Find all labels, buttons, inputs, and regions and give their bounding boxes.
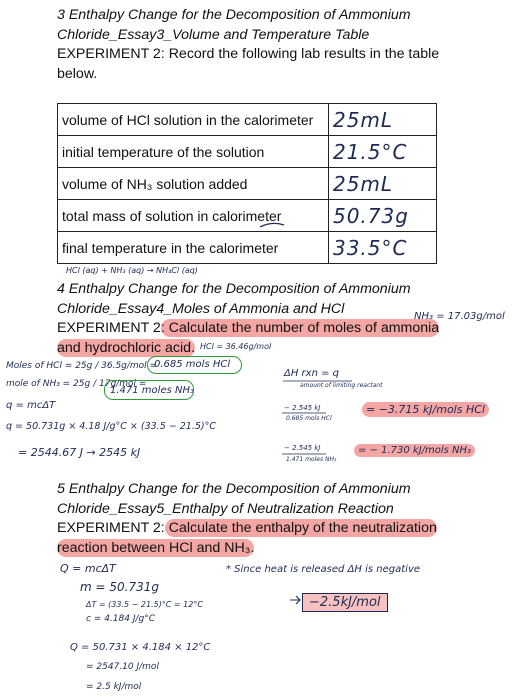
section4-title-b: Chloride_Essay4_Moles of Ammonia and HCl	[57, 300, 345, 317]
answer-arrow	[290, 596, 300, 604]
table-row	[58, 168, 437, 200]
table-cell-label: total mass of solution in calorimeter	[58, 200, 329, 232]
table-cell-value: 25mL	[328, 168, 436, 200]
q-calculation-2: Q = 50.731 × 4.184 × 12°C	[70, 642, 211, 653]
table-cell-value: 21.5°C	[328, 136, 436, 168]
moles-nh3-circle	[104, 380, 194, 400]
section3-title-b: Chloride_Essay3_Volume and Temperature Table	[57, 26, 370, 43]
moles-hcl-circle	[147, 356, 242, 374]
section3-heading	[57, 6, 507, 84]
nh3-enthalpy-result: = − 1.730 kJ/mols NH₃	[354, 444, 475, 457]
table-cell-label: volume of HCl solution in the calorimeter	[58, 104, 329, 136]
q-formula: q = mcΔT	[6, 400, 56, 411]
table-cell-value: 33.5°C	[328, 232, 436, 264]
table-cell-value: 50.73g	[328, 200, 436, 232]
q-result: = 2544.67 J → 2545 kJ	[18, 446, 141, 459]
table-row	[58, 232, 437, 264]
nh3-molar-mass-note: NH₃ = 17.03g/mol	[414, 311, 505, 322]
nh3-fraction-num: − 2.545 kJ	[284, 444, 321, 452]
reaction-note: HCl (aq) + NH₃ (aq) → NH₄Cl (aq)	[66, 266, 198, 275]
table-row	[58, 136, 437, 168]
nh3-fraction-den: 1.471 moles NH₃	[286, 456, 337, 463]
hcl-fraction-num: − 2.545 kJ	[284, 404, 321, 412]
section3-instruction-a: EXPERIMENT 2: Record the following lab results in the table	[57, 46, 440, 62]
section5-instruction-b: reaction between HCl and NH₃.	[57, 539, 255, 556]
section4-title-a: 4 Enthalpy Change for the Decomposition of Ammonium	[57, 281, 411, 297]
dh-rxn-denominator: amount of limiting reactant	[300, 382, 383, 389]
table-row	[58, 200, 437, 232]
delta-t-value: ΔT = (33.5 − 21.5)°C = 12°C	[86, 600, 203, 609]
q-calculation: q = 50.731g × 4.18 J/g°C × (33.5 − 21.5)°C	[6, 421, 216, 432]
section4-instruction-prefix: EXPERIMENT 2	[57, 320, 161, 336]
section4-instruction-a: : Calculate the number of moles of ammonia	[160, 320, 440, 336]
specific-heat-value: c = 4.184 J/g°C	[86, 614, 156, 624]
table-cell-label: final temperature in the calorimeter	[58, 232, 329, 264]
section5-heading	[57, 480, 507, 558]
table-row	[58, 104, 437, 136]
section3-instruction-b: below.	[57, 65, 98, 82]
q-formula-2: Q = mcΔT	[60, 562, 116, 575]
table-cell-label: volume of NH₃ solution added	[58, 168, 329, 200]
hcl-fraction-den: 0.685 mols HCl	[286, 415, 332, 422]
mass-value: m = 50.731g	[80, 580, 159, 594]
section5-title-a: 5 Enthalpy Change for the Decomposition of Ammonium	[57, 481, 411, 497]
moles-hcl-result: 0.685 mols HCl	[154, 359, 231, 370]
section5-title-b: Chloride_Essay5_Enthalpy of Neutralization Reaction	[57, 500, 394, 517]
table-cell-label: initial temperature of the solution	[58, 136, 329, 168]
table-cell-value: 25mL	[328, 104, 436, 136]
lab-results-table	[57, 103, 437, 264]
hcl-enthalpy-result: = −3.715 kJ/mols HCl	[362, 402, 489, 417]
section3-title-a: 3 Enthalpy Change for the Decomposition of Ammonium	[57, 7, 411, 23]
section4-instruction-b: and hydrochloric acid.	[57, 339, 196, 356]
q-result-joules: = 2547.10 J/mol	[86, 662, 159, 672]
final-enthalpy-answer: −2.5kJ/mol	[302, 593, 388, 612]
q-result-kilojoules: = 2.5 kJ/mol	[86, 682, 142, 692]
heat-released-note: * Since heat is released ΔH is negative	[226, 564, 421, 575]
moles-nh3-result: 1.471 moles NH₃	[110, 385, 194, 396]
section5-instruction-a: Calculate the enthalpy of the neutralization	[164, 520, 437, 536]
hcl-molar-mass-note: HCl = 36.46g/mol	[200, 342, 272, 351]
dh-rxn-formula: ΔH rxn = q	[284, 368, 339, 379]
section5-instruction-prefix: EXPERIMENT 2:	[57, 520, 165, 536]
moles-nh3-work: mole of NH₃ = 25g / 17g/mol =	[6, 379, 147, 389]
moles-hcl-work: Moles of HCl = 25g / 36.5g/mol =	[6, 361, 158, 371]
